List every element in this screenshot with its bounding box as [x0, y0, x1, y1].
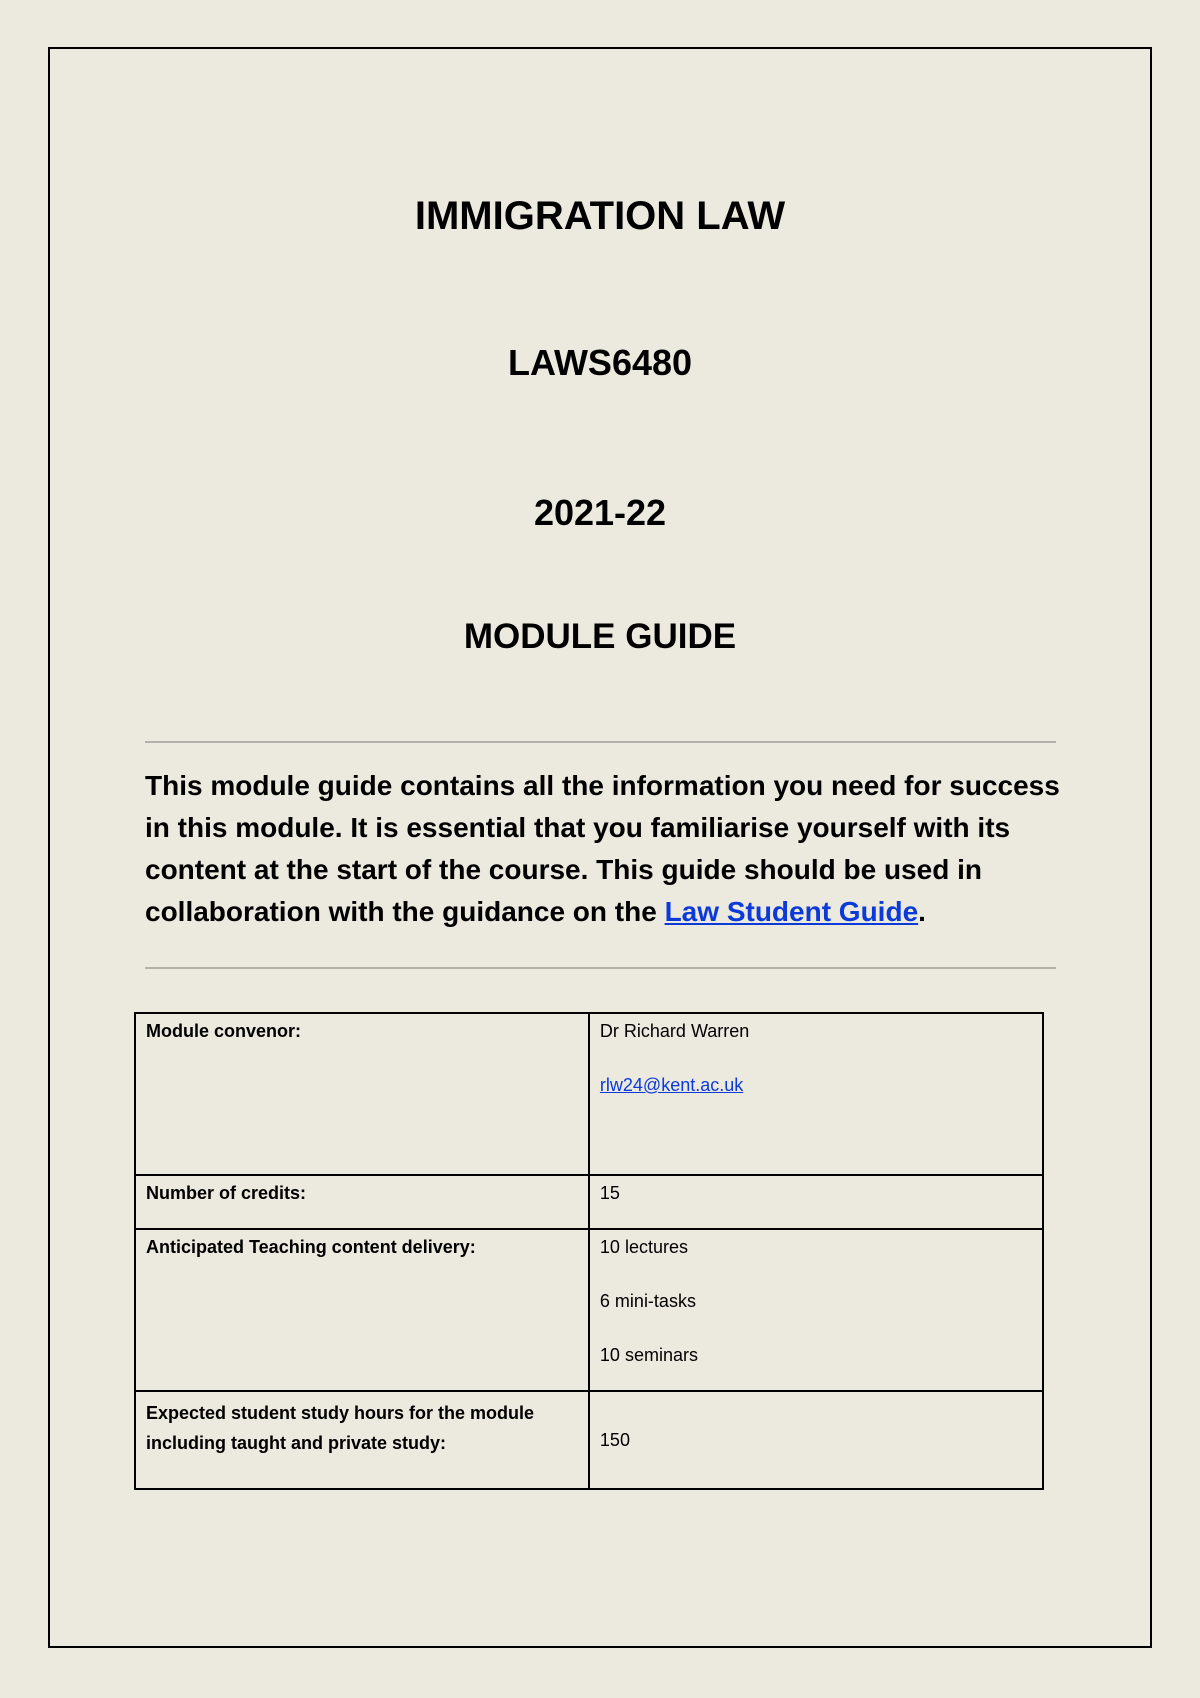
- intro-paragraph: [145, 765, 1065, 933]
- table-row-teaching: [135, 1229, 1043, 1391]
- module-title: IMMIGRATION LAW: [414, 194, 786, 238]
- credits-label-cell: [135, 1175, 589, 1229]
- credits-value-cell: [589, 1175, 1043, 1229]
- divider-bottom: [145, 967, 1056, 969]
- table-row-hours: [135, 1391, 1043, 1489]
- module-info-table: [134, 1012, 1044, 1490]
- hours-label-cell: [135, 1391, 589, 1489]
- teaching-label: Anticipated Teaching content delivery:: [146, 1237, 476, 1257]
- law-student-guide-link[interactable]: Law Student Guide: [664, 896, 919, 927]
- convenor-email-link[interactable]: rlw24@kent.ac.uk: [599, 1075, 744, 1095]
- module-code: LAWS6480: [507, 342, 693, 383]
- table-row-convenor: [135, 1013, 1043, 1175]
- divider-top: [145, 741, 1056, 743]
- hours-value: 150: [599, 1430, 630, 1450]
- intro-text-end: .: [918, 896, 926, 927]
- academic-year: 2021-22: [533, 492, 667, 533]
- teaching-label-cell: [135, 1229, 589, 1391]
- teaching-item-lectures: 10 lectures: [599, 1237, 688, 1257]
- credits-label: Number of credits:: [146, 1183, 307, 1203]
- teaching-value-cell: [589, 1229, 1043, 1391]
- hours-label: Expected student study hours for the module including taught and private study:: [146, 1403, 535, 1453]
- intro-text: This module guide contains all the information you need for success in this module. It is essential that you familiarise yourself with its content at the start of the course. This guide should be used in collaboration with the guidance on the: [145, 770, 1060, 927]
- hours-value-cell: [589, 1391, 1043, 1489]
- document-type: MODULE GUIDE: [463, 617, 737, 656]
- convenor-label-cell: [135, 1013, 589, 1175]
- convenor-name: Dr Richard Warren: [599, 1021, 750, 1041]
- teaching-item-seminars: 10 seminars: [599, 1345, 698, 1365]
- convenor-value-cell: [589, 1013, 1043, 1175]
- credits-value: 15: [599, 1183, 620, 1203]
- teaching-item-mini-tasks: 6 mini-tasks: [599, 1291, 696, 1311]
- table-row-credits: [135, 1175, 1043, 1229]
- convenor-label: Module convenor:: [146, 1021, 302, 1041]
